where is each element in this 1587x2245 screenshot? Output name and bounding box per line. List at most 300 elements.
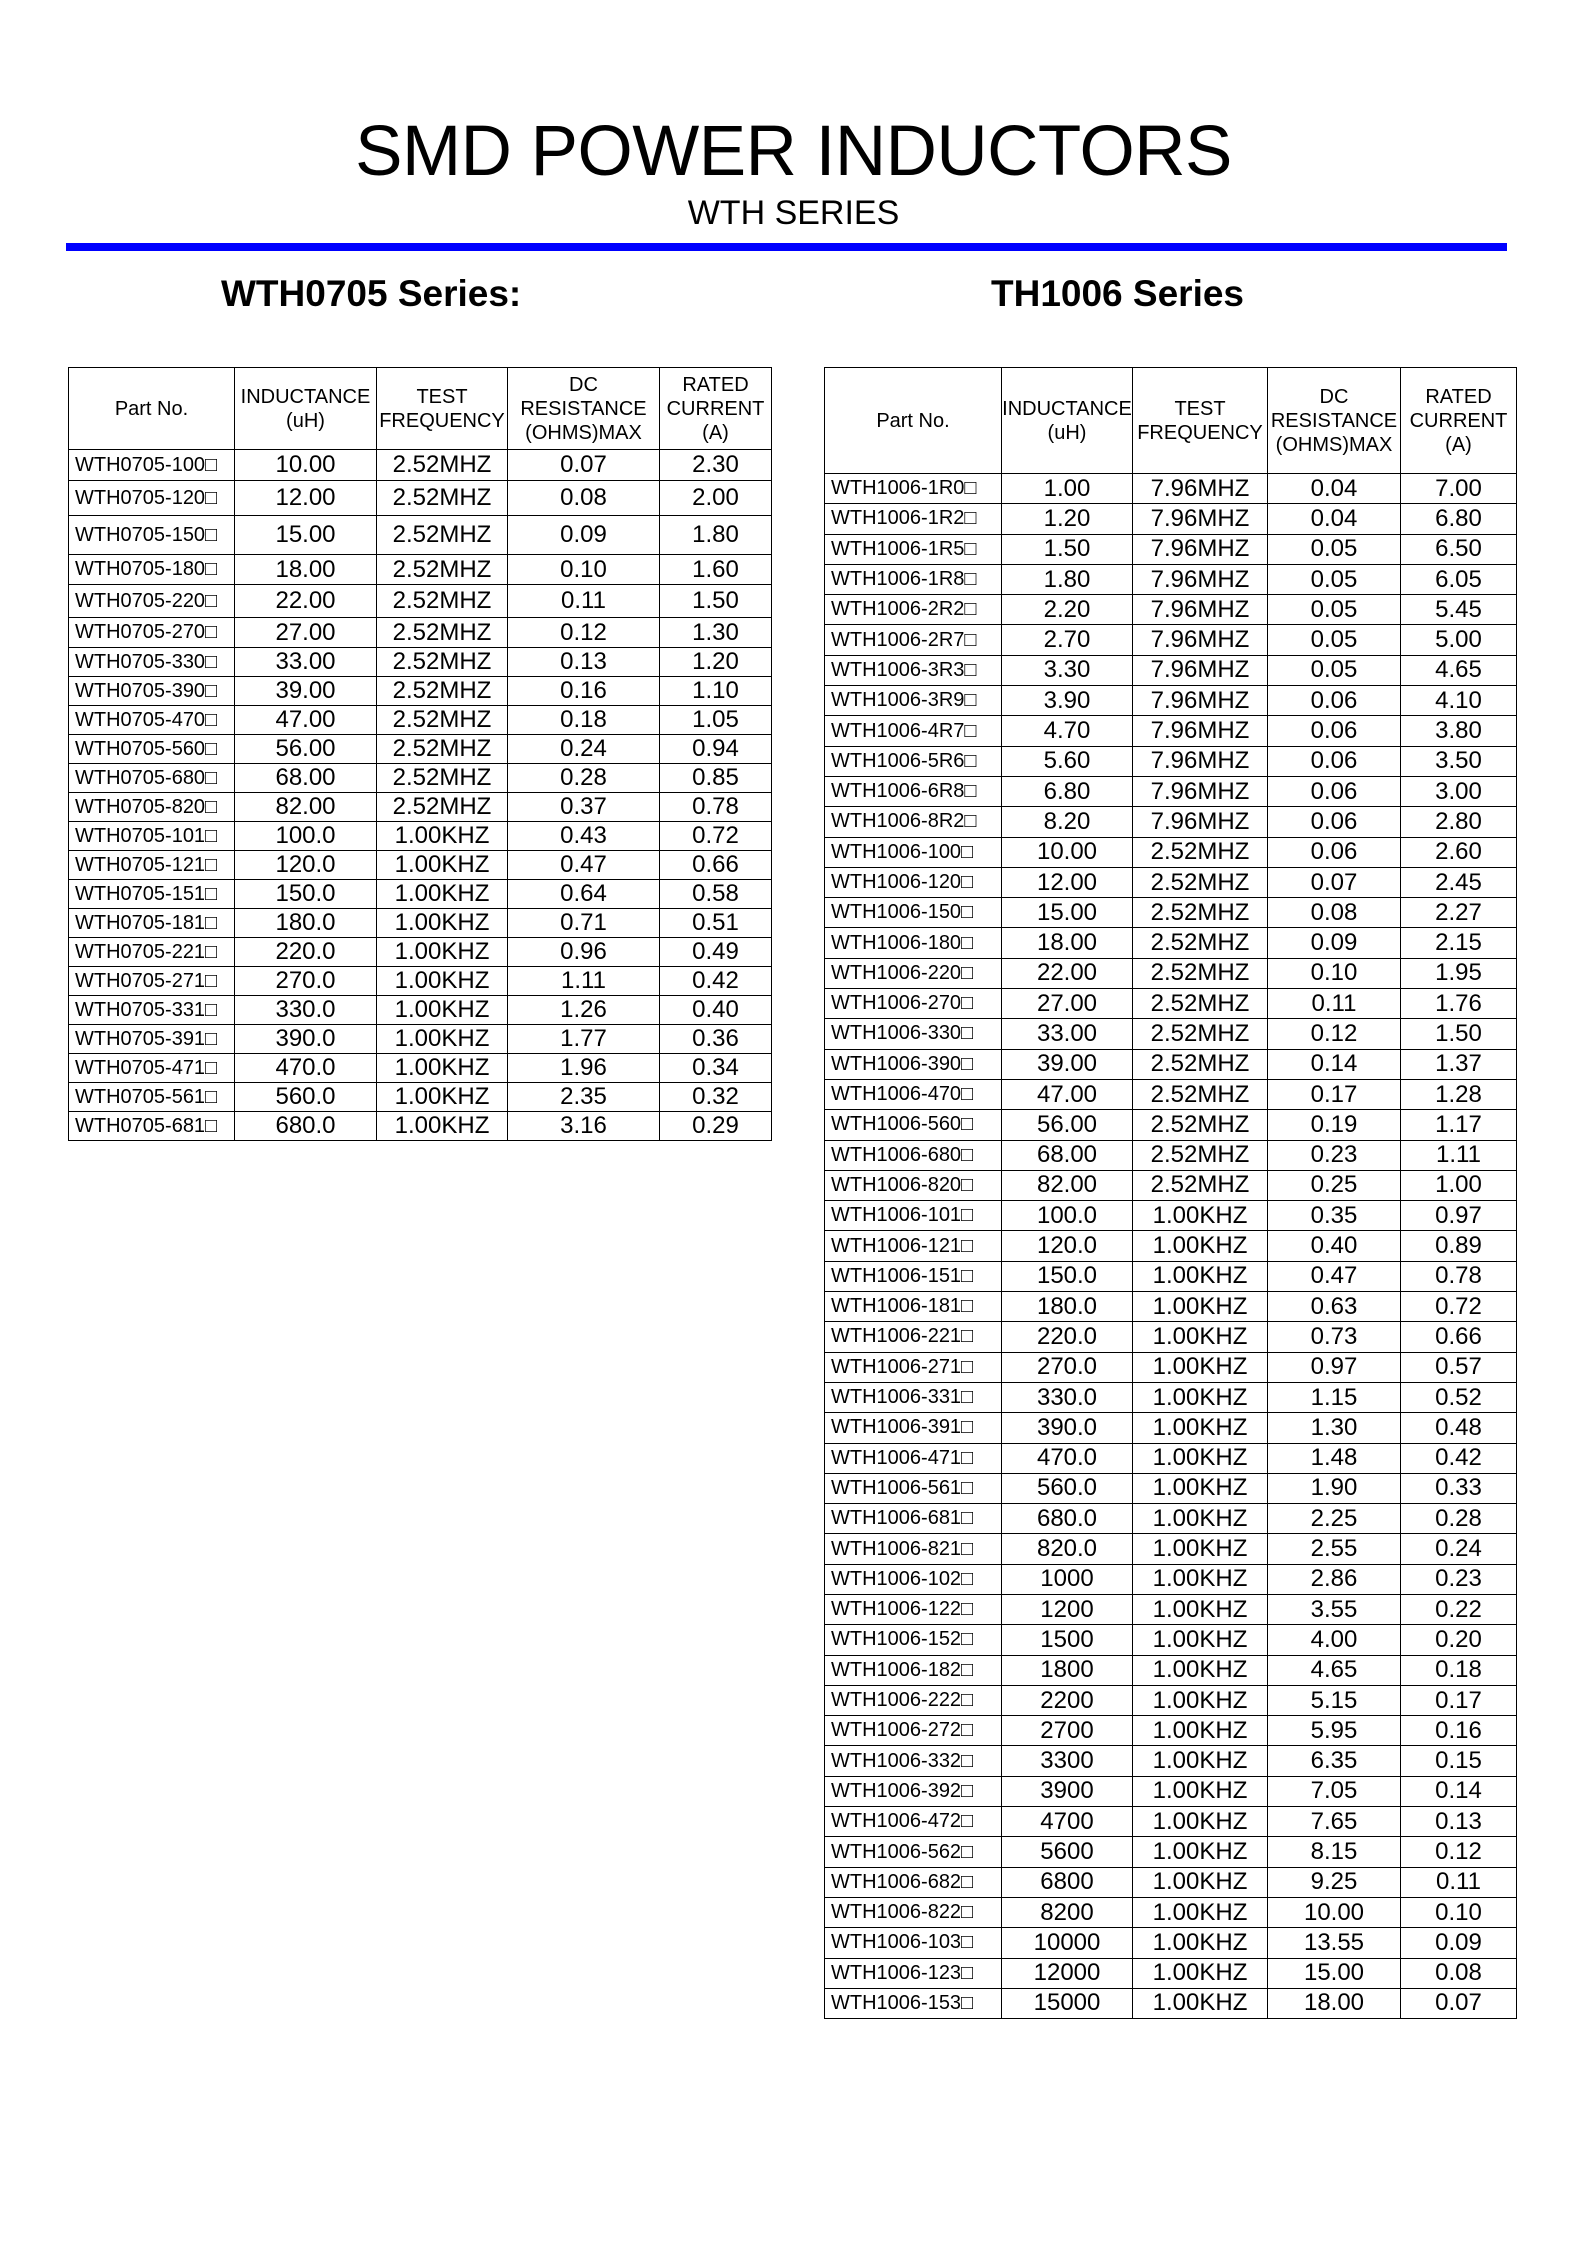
cell-test-frequency: 7.96MHZ [1133, 655, 1268, 685]
cell-rated-current: 2.30 [660, 450, 772, 481]
cell-inductance: 10000 [1002, 1928, 1133, 1958]
cell-test-frequency: 1.00KHZ [377, 880, 508, 909]
cell-rated-current: 0.97 [1401, 1201, 1517, 1231]
cell-inductance: 6800 [1002, 1867, 1133, 1897]
cell-part-no: WTH1006-270□ [825, 989, 1002, 1019]
cell-rated-current: 0.42 [1401, 1443, 1517, 1473]
cell-part-no: WTH1006-180□ [825, 928, 1002, 958]
cell-dc-resistance: 0.12 [508, 618, 660, 648]
cell-inductance: 27.00 [235, 618, 377, 648]
cell-dc-resistance: 0.09 [508, 516, 660, 555]
cell-inductance: 15000 [1002, 1988, 1133, 2018]
table-row [825, 1292, 1517, 1322]
spec-table-wth1006 [824, 367, 1517, 2019]
cell-test-frequency: 2.52MHZ [377, 764, 508, 793]
cell-part-no: WTH1006-392□ [825, 1776, 1002, 1806]
table-row [825, 1079, 1517, 1109]
cell-dc-resistance: 7.05 [1268, 1776, 1401, 1806]
cell-inductance: 560.0 [235, 1083, 377, 1112]
cell-rated-current: 0.66 [1401, 1322, 1517, 1352]
cell-part-no: WTH1006-181□ [825, 1292, 1002, 1322]
cell-part-no: WTH1006-220□ [825, 958, 1002, 988]
table-row [825, 1837, 1517, 1867]
cell-rated-current: 1.37 [1401, 1049, 1517, 1079]
cell-inductance: 47.00 [1002, 1079, 1133, 1109]
cell-rated-current: 0.94 [660, 735, 772, 764]
cell-rated-current: 0.78 [660, 793, 772, 822]
cell-dc-resistance: 0.11 [508, 585, 660, 618]
cell-inductance: 470.0 [1002, 1443, 1133, 1473]
cell-part-no: WTH1006-332□ [825, 1746, 1002, 1776]
table-row [69, 677, 772, 706]
cell-inductance: 330.0 [1002, 1382, 1133, 1412]
header-test-frequency-label: TEST FREQUENCY [379, 385, 505, 432]
header-part-no-label: Part No. [876, 409, 950, 432]
table-row [825, 504, 1517, 534]
cell-part-no: WTH0705-470□ [69, 706, 235, 735]
series-heading-wth0705: WTH0705 Series: [221, 273, 522, 314]
cell-inductance: 18.00 [235, 555, 377, 585]
cell-part-no: WTH0705-680□ [69, 764, 235, 793]
table-row [825, 1564, 1517, 1594]
cell-dc-resistance: 0.10 [508, 555, 660, 585]
cell-inductance: 33.00 [1002, 1019, 1133, 1049]
header-test-frequency-label: TEST FREQUENCY [1137, 397, 1263, 444]
header-dc-resistance-label: DC RESISTANCE (OHMS)MAX [1270, 385, 1398, 456]
cell-test-frequency: 1.00KHZ [377, 822, 508, 851]
cell-dc-resistance: 0.06 [1268, 837, 1401, 867]
header-part-no [825, 368, 1002, 474]
cell-rated-current: 0.18 [1401, 1655, 1517, 1685]
cell-dc-resistance: 0.64 [508, 880, 660, 909]
cell-dc-resistance: 0.08 [1268, 898, 1401, 928]
table-row [825, 1322, 1517, 1352]
cell-dc-resistance: 0.06 [1268, 807, 1401, 837]
cell-dc-resistance: 1.30 [1268, 1413, 1401, 1443]
cell-part-no: WTH1006-121□ [825, 1231, 1002, 1261]
cell-test-frequency: 7.96MHZ [1133, 595, 1268, 625]
cell-part-no: WTH0705-560□ [69, 735, 235, 764]
cell-inductance: 10.00 [1002, 837, 1133, 867]
table-row [69, 764, 772, 793]
cell-inductance: 12000 [1002, 1958, 1133, 1988]
cell-dc-resistance: 2.35 [508, 1083, 660, 1112]
cell-test-frequency: 2.52MHZ [1133, 928, 1268, 958]
cell-test-frequency: 1.00KHZ [377, 851, 508, 880]
cell-test-frequency: 1.00KHZ [1133, 1564, 1268, 1594]
cell-part-no: WTH1006-123□ [825, 1958, 1002, 1988]
cell-test-frequency: 2.52MHZ [1133, 1019, 1268, 1049]
cell-rated-current: 0.33 [1401, 1473, 1517, 1503]
cell-inductance: 12.00 [1002, 867, 1133, 897]
cell-part-no: WTH1006-271□ [825, 1352, 1002, 1382]
cell-rated-current: 1.50 [660, 585, 772, 618]
cell-part-no: WTH0705-270□ [69, 618, 235, 648]
table-row [69, 450, 772, 481]
cell-part-no: WTH0705-101□ [69, 822, 235, 851]
cell-dc-resistance: 0.09 [1268, 928, 1401, 958]
cell-test-frequency: 2.52MHZ [377, 793, 508, 822]
table-row [825, 958, 1517, 988]
cell-inductance: 820.0 [1002, 1534, 1133, 1564]
cell-part-no: WTH1006-1R2□ [825, 504, 1002, 534]
cell-rated-current: 0.29 [660, 1112, 772, 1141]
cell-test-frequency: 1.00KHZ [377, 1083, 508, 1112]
cell-rated-current: 2.00 [660, 481, 772, 516]
cell-inductance: 220.0 [235, 938, 377, 967]
cell-dc-resistance: 0.43 [508, 822, 660, 851]
cell-test-frequency: 1.00KHZ [1133, 1352, 1268, 1382]
cell-part-no: WTH0705-390□ [69, 677, 235, 706]
cell-test-frequency: 2.52MHZ [377, 555, 508, 585]
table-row [825, 1140, 1517, 1170]
cell-rated-current: 5.45 [1401, 595, 1517, 625]
table-row [825, 928, 1517, 958]
cell-inductance: 5.60 [1002, 746, 1133, 776]
table-row [69, 1054, 772, 1083]
table-row [825, 534, 1517, 564]
table-row [825, 474, 1517, 504]
header-dc-resistance-label: DC RESISTANCE (OHMS)MAX [520, 373, 647, 444]
cell-rated-current: 0.17 [1401, 1685, 1517, 1715]
cell-dc-resistance: 0.35 [1268, 1201, 1401, 1231]
header-test-frequency [1133, 368, 1268, 474]
cell-part-no: WTH1006-3R3□ [825, 655, 1002, 685]
cell-rated-current: 0.58 [660, 880, 772, 909]
cell-inductance: 270.0 [235, 967, 377, 996]
table-row [825, 1867, 1517, 1897]
cell-part-no: WTH1006-561□ [825, 1473, 1002, 1503]
cell-rated-current: 0.07 [1401, 1988, 1517, 2018]
cell-inductance: 1.20 [1002, 504, 1133, 534]
table-row [69, 555, 772, 585]
cell-part-no: WTH1006-391□ [825, 1413, 1002, 1443]
cell-test-frequency: 1.00KHZ [377, 1054, 508, 1083]
cell-dc-resistance: 0.07 [1268, 867, 1401, 897]
table-row [825, 1110, 1517, 1140]
cell-test-frequency: 1.00KHZ [377, 1025, 508, 1054]
cell-rated-current: 1.17 [1401, 1110, 1517, 1140]
cell-inductance: 15.00 [1002, 898, 1133, 928]
table-header-row [825, 368, 1517, 474]
cell-part-no: WTH1006-390□ [825, 1049, 1002, 1079]
cell-dc-resistance: 2.86 [1268, 1564, 1401, 1594]
cell-inductance: 12.00 [235, 481, 377, 516]
cell-inductance: 560.0 [1002, 1473, 1133, 1503]
cell-inductance: 82.00 [1002, 1170, 1133, 1200]
cell-rated-current: 0.85 [660, 764, 772, 793]
cell-rated-current: 0.10 [1401, 1897, 1517, 1927]
cell-rated-current: 3.00 [1401, 776, 1517, 806]
cell-dc-resistance: 0.37 [508, 793, 660, 822]
cell-part-no: WTH0705-150□ [69, 516, 235, 555]
cell-test-frequency: 1.00KHZ [1133, 1928, 1268, 1958]
table-row [825, 1201, 1517, 1231]
cell-test-frequency: 2.52MHZ [1133, 837, 1268, 867]
table-row [825, 1776, 1517, 1806]
cell-test-frequency: 1.00KHZ [1133, 1594, 1268, 1624]
cell-part-no: WTH0705-180□ [69, 555, 235, 585]
cell-part-no: WTH1006-103□ [825, 1928, 1002, 1958]
cell-dc-resistance: 0.18 [508, 706, 660, 735]
cell-part-no: WTH1006-820□ [825, 1170, 1002, 1200]
table-row [69, 880, 772, 909]
cell-dc-resistance: 3.16 [508, 1112, 660, 1141]
cell-dc-resistance: 8.15 [1268, 1837, 1401, 1867]
cell-inductance: 180.0 [1002, 1292, 1133, 1322]
cell-dc-resistance: 4.65 [1268, 1655, 1401, 1685]
cell-part-no: WTH0705-391□ [69, 1025, 235, 1054]
cell-rated-current: 0.15 [1401, 1746, 1517, 1776]
cell-inductance: 120.0 [235, 851, 377, 880]
cell-part-no: WTH1006-331□ [825, 1382, 1002, 1412]
cell-part-no: WTH1006-680□ [825, 1140, 1002, 1170]
cell-inductance: 1200 [1002, 1594, 1133, 1624]
cell-inductance: 150.0 [235, 880, 377, 909]
cell-test-frequency: 1.00KHZ [1133, 1958, 1268, 1988]
cell-inductance: 18.00 [1002, 928, 1133, 958]
cell-inductance: 330.0 [235, 996, 377, 1025]
cell-part-no: WTH1006-470□ [825, 1079, 1002, 1109]
cell-test-frequency: 1.00KHZ [1133, 1534, 1268, 1564]
cell-rated-current: 0.09 [1401, 1928, 1517, 1958]
cell-dc-resistance: 1.96 [508, 1054, 660, 1083]
table-row [69, 481, 772, 516]
cell-dc-resistance: 0.08 [508, 481, 660, 516]
cell-inductance: 1.00 [1002, 474, 1133, 504]
table-row [69, 909, 772, 938]
cell-inductance: 39.00 [1002, 1049, 1133, 1079]
cell-test-frequency: 2.52MHZ [377, 735, 508, 764]
cell-inductance: 4.70 [1002, 716, 1133, 746]
cell-part-no: WTH1006-330□ [825, 1019, 1002, 1049]
cell-dc-resistance: 1.11 [508, 967, 660, 996]
cell-inductance: 3300 [1002, 1746, 1133, 1776]
cell-test-frequency: 7.96MHZ [1133, 746, 1268, 776]
title-divider-rule [66, 243, 1507, 251]
cell-rated-current: 6.05 [1401, 564, 1517, 594]
cell-test-frequency: 7.96MHZ [1133, 776, 1268, 806]
cell-part-no: WTH0705-220□ [69, 585, 235, 618]
cell-part-no: WTH1006-2R7□ [825, 625, 1002, 655]
cell-test-frequency: 1.00KHZ [1133, 1292, 1268, 1322]
cell-test-frequency: 7.96MHZ [1133, 807, 1268, 837]
cell-dc-resistance: 0.17 [1268, 1079, 1401, 1109]
cell-part-no: WTH0705-151□ [69, 880, 235, 909]
cell-rated-current: 1.76 [1401, 989, 1517, 1019]
cell-test-frequency: 1.00KHZ [1133, 1897, 1268, 1927]
cell-rated-current: 0.14 [1401, 1776, 1517, 1806]
cell-inductance: 1.50 [1002, 534, 1133, 564]
table-row [825, 898, 1517, 928]
header-rated-current-label: RATED CURRENT (A) [666, 373, 765, 444]
cell-test-frequency: 1.00KHZ [1133, 1837, 1268, 1867]
cell-test-frequency: 1.00KHZ [377, 1112, 508, 1141]
cell-dc-resistance: 1.77 [508, 1025, 660, 1054]
cell-inductance: 5600 [1002, 1837, 1133, 1867]
cell-test-frequency: 2.52MHZ [1133, 989, 1268, 1019]
table-row [69, 516, 772, 555]
cell-rated-current: 7.00 [1401, 474, 1517, 504]
cell-rated-current: 0.23 [1401, 1564, 1517, 1594]
cell-dc-resistance: 0.25 [1268, 1170, 1401, 1200]
table-row [825, 1261, 1517, 1291]
cell-test-frequency: 7.96MHZ [1133, 625, 1268, 655]
cell-part-no: WTH0705-181□ [69, 909, 235, 938]
cell-inductance: 680.0 [1002, 1504, 1133, 1534]
cell-dc-resistance: 0.40 [1268, 1231, 1401, 1261]
cell-part-no: WTH0705-330□ [69, 648, 235, 677]
cell-dc-resistance: 1.48 [1268, 1443, 1401, 1473]
table-row [825, 1807, 1517, 1837]
cell-part-no: WTH1006-821□ [825, 1534, 1002, 1564]
table-row [825, 1170, 1517, 1200]
cell-inductance: 1800 [1002, 1655, 1133, 1685]
cell-part-no: WTH0705-271□ [69, 967, 235, 996]
header-dc-resistance [508, 368, 660, 450]
cell-inductance: 150.0 [1002, 1261, 1133, 1291]
table-row [825, 595, 1517, 625]
cell-dc-resistance: 3.55 [1268, 1594, 1401, 1624]
cell-inductance: 33.00 [235, 648, 377, 677]
header-rated-current [660, 368, 772, 450]
cell-test-frequency: 1.00KHZ [1133, 1655, 1268, 1685]
cell-dc-resistance: 0.04 [1268, 474, 1401, 504]
cell-inductance: 3.30 [1002, 655, 1133, 685]
cell-rated-current: 1.20 [660, 648, 772, 677]
cell-rated-current: 0.42 [660, 967, 772, 996]
table-row [825, 1231, 1517, 1261]
cell-test-frequency: 1.00KHZ [1133, 1776, 1268, 1806]
cell-dc-resistance: 0.97 [1268, 1352, 1401, 1382]
cell-rated-current: 0.11 [1401, 1867, 1517, 1897]
cell-rated-current: 0.72 [660, 822, 772, 851]
table-row [825, 1352, 1517, 1382]
table-row [825, 716, 1517, 746]
cell-inductance: 8.20 [1002, 807, 1133, 837]
cell-test-frequency: 2.52MHZ [377, 706, 508, 735]
cell-test-frequency: 2.52MHZ [1133, 1079, 1268, 1109]
cell-inductance: 2200 [1002, 1685, 1133, 1715]
cell-part-no: WTH1006-562□ [825, 1837, 1002, 1867]
cell-inductance: 2.20 [1002, 595, 1133, 625]
cell-test-frequency: 1.00KHZ [1133, 1382, 1268, 1412]
cell-rated-current: 0.48 [1401, 1413, 1517, 1443]
cell-rated-current: 5.00 [1401, 625, 1517, 655]
cell-inductance: 10.00 [235, 450, 377, 481]
cell-rated-current: 0.66 [660, 851, 772, 880]
cell-part-no: WTH1006-560□ [825, 1110, 1002, 1140]
cell-dc-resistance: 1.90 [1268, 1473, 1401, 1503]
cell-inductance: 1.80 [1002, 564, 1133, 594]
cell-part-no: WTH0705-681□ [69, 1112, 235, 1141]
table-row [825, 1504, 1517, 1534]
cell-rated-current: 0.34 [660, 1054, 772, 1083]
cell-inductance: 4700 [1002, 1807, 1133, 1837]
cell-test-frequency: 1.00KHZ [1133, 1261, 1268, 1291]
cell-test-frequency: 2.52MHZ [1133, 958, 1268, 988]
table-row [825, 746, 1517, 776]
cell-part-no: WTH0705-471□ [69, 1054, 235, 1083]
cell-test-frequency: 7.96MHZ [1133, 534, 1268, 564]
header-rated-current-label: RATED CURRENT (A) [1409, 385, 1508, 456]
cell-rated-current: 2.15 [1401, 928, 1517, 958]
cell-part-no: WTH0705-221□ [69, 938, 235, 967]
cell-rated-current: 1.30 [660, 618, 772, 648]
cell-rated-current: 3.50 [1401, 746, 1517, 776]
cell-test-frequency: 1.00KHZ [377, 967, 508, 996]
cell-part-no: WTH1006-6R8□ [825, 776, 1002, 806]
cell-rated-current: 0.40 [660, 996, 772, 1025]
cell-dc-resistance: 7.65 [1268, 1807, 1401, 1837]
table-row [825, 1685, 1517, 1715]
cell-test-frequency: 2.52MHZ [377, 516, 508, 555]
cell-part-no: WTH0705-120□ [69, 481, 235, 516]
cell-inductance: 68.00 [235, 764, 377, 793]
table-row [825, 867, 1517, 897]
cell-inductance: 82.00 [235, 793, 377, 822]
cell-rated-current: 3.80 [1401, 716, 1517, 746]
table-row [825, 1049, 1517, 1079]
cell-dc-resistance: 0.06 [1268, 746, 1401, 776]
cell-part-no: WTH1006-4R7□ [825, 716, 1002, 746]
cell-inductance: 1000 [1002, 1564, 1133, 1594]
cell-test-frequency: 1.00KHZ [1133, 1231, 1268, 1261]
cell-test-frequency: 1.00KHZ [377, 909, 508, 938]
cell-inductance: 6.80 [1002, 776, 1133, 806]
table-row [825, 1019, 1517, 1049]
cell-part-no: WTH1006-2R2□ [825, 595, 1002, 625]
table-row [825, 1382, 1517, 1412]
cell-test-frequency: 7.96MHZ [1133, 686, 1268, 716]
cell-test-frequency: 2.52MHZ [1133, 898, 1268, 928]
cell-rated-current: 0.49 [660, 938, 772, 967]
cell-part-no: WTH1006-102□ [825, 1564, 1002, 1594]
cell-test-frequency: 1.00KHZ [1133, 1746, 1268, 1776]
cell-part-no: WTH1006-101□ [825, 1201, 1002, 1231]
table-row [69, 996, 772, 1025]
cell-dc-resistance: 0.16 [508, 677, 660, 706]
cell-part-no: WTH1006-472□ [825, 1807, 1002, 1837]
cell-dc-resistance: 0.04 [1268, 504, 1401, 534]
cell-inductance: 1500 [1002, 1625, 1133, 1655]
cell-dc-resistance: 0.05 [1268, 564, 1401, 594]
cell-rated-current: 0.24 [1401, 1534, 1517, 1564]
cell-rated-current: 0.52 [1401, 1382, 1517, 1412]
cell-rated-current: 0.22 [1401, 1594, 1517, 1624]
cell-inductance: 8200 [1002, 1897, 1133, 1927]
cell-dc-resistance: 0.96 [508, 938, 660, 967]
cell-part-no: WTH1006-222□ [825, 1685, 1002, 1715]
cell-rated-current: 0.89 [1401, 1231, 1517, 1261]
cell-dc-resistance: 0.11 [1268, 989, 1401, 1019]
cell-test-frequency: 1.00KHZ [1133, 1443, 1268, 1473]
cell-dc-resistance: 0.28 [508, 764, 660, 793]
cell-test-frequency: 2.52MHZ [377, 481, 508, 516]
cell-rated-current: 2.45 [1401, 867, 1517, 897]
cell-rated-current: 0.20 [1401, 1625, 1517, 1655]
cell-rated-current: 1.80 [660, 516, 772, 555]
table-header-row [69, 368, 772, 450]
cell-inductance: 15.00 [235, 516, 377, 555]
cell-inductance: 56.00 [1002, 1110, 1133, 1140]
cell-test-frequency: 2.52MHZ [377, 618, 508, 648]
series-heading-th1006: TH1006 Series [991, 273, 1245, 314]
cell-inductance: 100.0 [235, 822, 377, 851]
cell-test-frequency: 2.52MHZ [1133, 1110, 1268, 1140]
table-row [69, 793, 772, 822]
cell-part-no: WTH1006-182□ [825, 1655, 1002, 1685]
